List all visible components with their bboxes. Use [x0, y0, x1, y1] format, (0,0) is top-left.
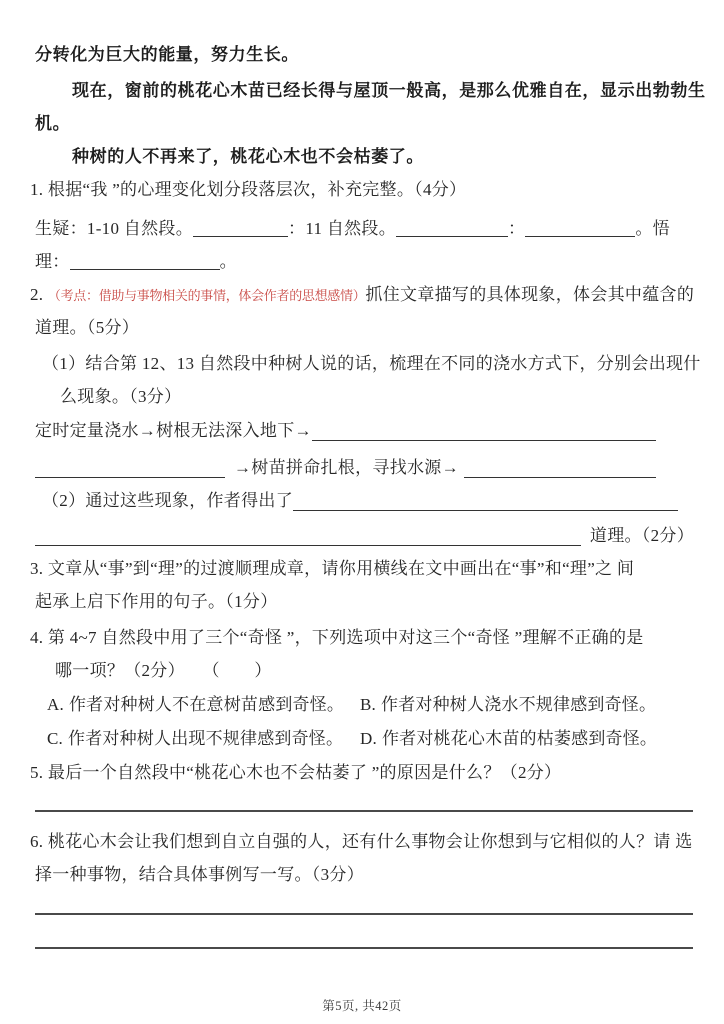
q4-option-b	[360, 688, 694, 722]
passage-line-1: 分转化为巨大的能量，努力生长。	[35, 45, 299, 64]
q6-answer-line-1	[35, 913, 693, 915]
q1-blank-4	[70, 255, 220, 270]
q2-sub1-flow2-text: →树苗拼命扎根，寻找水源→	[234, 458, 459, 477]
q4-option-d-key: D.	[360, 729, 377, 748]
q1-fill-seg-1: 生疑：1-10 自然段。	[35, 219, 194, 238]
q2-exam-point-tag: （考点：借助与事物相关的事情，体会作者的思想感情）	[47, 288, 366, 303]
q4-option-d	[360, 722, 694, 756]
q2-number: 2.	[30, 285, 48, 304]
q6-line-1: 6. 桃花心木会让我们想到自立自强的人，还有什么事物会让你想到与它相似的人？请 选	[30, 832, 693, 851]
q3-line-2: 起承上启下作用的句子。（1分）	[35, 592, 278, 611]
q4-option-a-text: 作者对种树人不在意树苗感到奇怪。	[68, 695, 345, 714]
q4-line-2: 哪一项？（2分） （ ）	[55, 661, 272, 680]
q2-sub1-flow1-text: 定时定量浇水→树根无法深入地下→	[35, 421, 312, 440]
q4-options	[47, 688, 694, 756]
passage-line-4: 种树的人不再来了，桃花心木也不会枯萎了。	[72, 147, 424, 166]
q4-option-c-key: C.	[47, 729, 63, 748]
q4-option-b-key: B.	[360, 695, 376, 714]
q1-blank-1	[193, 222, 288, 237]
q6-line-2: 择一种事物，结合具体事例写一写。（3分）	[35, 865, 364, 884]
q2-sub2-text-2: 道理。（2分）	[589, 526, 694, 545]
q4-option-a	[47, 688, 360, 722]
q2-sub1-line-1: （1）结合第 12、13 自然段中种树人说的话，梳理在不同的浇水方式下，分别会出现什	[42, 354, 701, 373]
q1-fill-seg-3: ：	[508, 219, 526, 238]
q4-option-b-text: 作者对种树人浇水不规律感到奇怪。	[381, 695, 657, 714]
q1-fill-line-2	[35, 245, 694, 278]
q4-option-d-text: 作者对桃花心木苗的枯萎感到奇怪。	[381, 729, 658, 748]
q2-sub1-blank-3	[464, 451, 656, 478]
q2-sub1-flow-line-1	[35, 414, 694, 447]
q2-sub1-blank-2	[35, 451, 225, 478]
q2-sub1-blank-1	[312, 414, 656, 441]
q5-prompt: 5. 最后一个自然段中“桃花心木也不会枯萎了 ”的原因是什么？（2分）	[30, 763, 562, 782]
q1-fill-seg-4: 。悟	[635, 219, 670, 238]
q3-line-1: 3. 文章从“事”到“理”的过渡顺理成章，请你用横线在文中画出在“事”和“理”之 间	[30, 559, 635, 578]
q1-fill-seg-6: 。	[219, 252, 237, 271]
q5-answer-line	[35, 810, 693, 812]
q4-line-1: 4. 第 4~7 自然段中用了三个“奇怪 ”，下列选项中对这三个“奇怪 ”理解不正确的是	[30, 628, 644, 647]
q1-blank-2	[396, 222, 508, 237]
q1-fill-seg-2: ：11 自然段。	[288, 219, 397, 238]
q2-sub1-line-2: 么现象。（3分）	[60, 387, 182, 406]
q2-sub1-flow-line-2	[35, 451, 694, 484]
q2-sub2-line-1	[42, 484, 694, 517]
q1-fill-line-1	[35, 212, 694, 245]
q2-prompt-line-2: 道理。（5分）	[35, 318, 140, 337]
q4-option-a-key: A.	[47, 695, 64, 714]
q1-blank-3	[525, 222, 635, 237]
q2-sub2-text-1: （2）通过这些现象，作者得出了	[42, 491, 293, 510]
q2-prompt-rest: 抓住文章描写的具体现象，体会其中蕴含的	[365, 285, 695, 304]
q2-sub2-blank-1	[293, 484, 678, 511]
q1-prompt: 1. 根据“我 ”的心理变化划分段落层次，补充完整。（4分）	[30, 180, 467, 199]
passage-line-3: 机。	[35, 114, 71, 133]
q1-fill-seg-5: 理：	[35, 252, 70, 271]
passage-line-2: 现在，窗前的桃花心木苗已经长得与屋顶一般高，是那么优雅自在，显示出勃勃生	[72, 81, 706, 100]
q2-prompt-line-1	[30, 278, 694, 311]
q4-option-c	[47, 722, 360, 756]
q2-sub2-blank-2	[35, 519, 581, 546]
q4-option-c-text: 作者对种树人出现不规律感到奇怪。	[68, 729, 344, 748]
page-number: 第5页, 共42页	[322, 999, 402, 1013]
q2-sub2-line-2	[35, 519, 694, 552]
q6-answer-line-2	[35, 947, 693, 949]
